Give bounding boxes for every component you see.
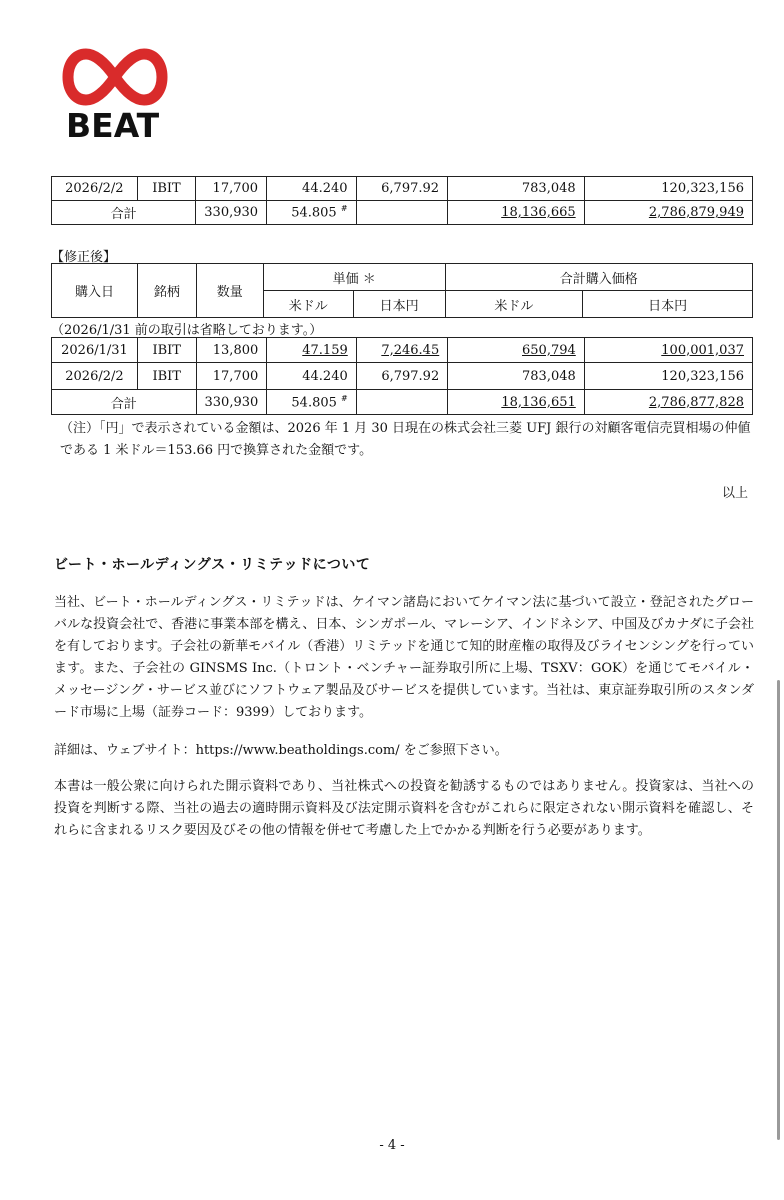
scrollbar[interactable] [777,680,780,1140]
row-total-usd: 650,794 [522,342,576,358]
header-ticker: 銘柄 [137,264,196,318]
cell-total-usd [448,201,585,225]
section-label: 【修正後】 [51,250,117,265]
sum-jpy: 2,786,879,949 [648,205,744,220]
cell-total-jpy: 120,323,156 [584,177,752,201]
omitted-note: （2026/1/31 前の取引は省略しております。） [51,323,323,338]
table-total-row [52,201,753,225]
header-unit-price: 単価 ＊ [263,264,445,291]
cell-jpy: 6,797.92 [356,177,447,201]
beat-logo [62,46,172,144]
infinity-logo-icon [62,46,168,108]
sum-usd: 18,136,665 [501,205,576,220]
header-total-price: 合計購入価格 [445,264,752,291]
cell-total-jpy [584,390,752,415]
cell-empty [356,201,447,225]
table-header-row [52,264,753,291]
avg-usd: 54.805 [291,205,337,221]
purchase-table-before [51,176,753,225]
cell-total-jpy: 120,323,156 [584,363,752,390]
row-total-jpy: 100,001,037 [661,342,744,358]
purchase-table-after-header [51,263,753,318]
cell-total-jpy [584,338,752,363]
cell-jpy: 6,797.92 [356,363,447,390]
cell-qty: 330,930 [196,201,267,225]
cell-ticker: IBIT [137,177,196,201]
cell-total-usd [448,390,585,415]
about-heading: ビート・ホールディングス・リミテッドについて [54,557,371,573]
cell-empty [356,390,447,415]
unit-jpy: 7,246.45 [381,342,440,358]
table-row [52,363,753,390]
header-qty: 数量 [196,264,263,318]
cell-qty: 330,930 [196,390,267,415]
purchase-table-after [51,337,753,415]
table-row [52,338,753,363]
header-total-usd: 米ドル [445,291,583,318]
cell-date: 2026/2/2 [52,363,138,390]
cell-usd: 44.240 [267,363,356,390]
cell-qty: 17,700 [196,363,267,390]
table-total-row [52,390,753,415]
cell-total-usd: 783,048 [448,363,585,390]
logo-text: BEAT [66,106,160,145]
disclaimer-paragraph: 本書は一般公衆に向けられた開示資料であり、当社株式への投資を勧誘するものではありません。投資家は、当社への投資を判断する際、当社の過去の適時開示資料及び法定開示資料を含むがこれらに限定されない開示資料を確認し、それらに含まれるリスク要因及びその他の情報を併せて考慮した上でかかる判断を行う必要があります。 [54,779,754,838]
cell-ticker: IBIT [137,338,196,363]
cell-date: 2026/1/31 [52,338,138,363]
cell-total-usd: 783,048 [448,177,585,201]
footnote-mark: # [341,393,348,403]
cell-date: 2026/2/2 [52,177,138,201]
footnote-mark: # [340,204,348,214]
sum-jpy: 2,786,877,828 [648,394,744,410]
header-date: 購入日 [52,264,138,318]
about-paragraph-2: 詳細は、ウェブサイト：https://www.beatholdings.com/ をご参照下さい。 [54,743,508,758]
exchange-rate-note: （注）「円」で表示されている金額は、2026 年 1 月 30 日現在の株式会社三菱 UFJ 銀行の対顧客電信売買相場の仲値である 1 米ドル＝153.66 円で換算された金額です。 [60,421,751,458]
cell-total-usd [448,338,585,363]
unit-usd: 47.159 [302,342,348,358]
header-usd: 米ドル [263,291,353,318]
avg-usd: 54.805 [291,395,337,411]
cell-total-label: 合計 [52,390,197,415]
cell-qty: 17,700 [196,177,267,201]
table-row [52,177,753,201]
cell-usd [267,201,357,225]
cell-total-jpy [584,201,752,225]
page-number: - 4 - [379,1138,405,1153]
cell-ticker: IBIT [137,363,196,390]
header-jpy: 日本円 [353,291,445,318]
about-paragraph-1: 当社、ビート・ホールディングス・リミテッドは、ケイマン諸島においてケイマン法に基づいて設立・登記されたグローバルな投資会社で、香港に事業本部を構え、日本、シンガポール、マレーシア、インドネシア、中国及びカナダに子会社を有しております。子会社の新華モバイル（香港）リミテッドを通じて知的財産権の取得及びライセンシングを行っています。また、子会社の GINSMS Inc.（トロント・ベンチャー証券取引所に上場、TSXV：GOK）を通じてモバイル・メッセージング・サービス並びにソフトウェア製品及びサービスを提供しています。当社は、東京証券取引所のスタンダード市場に上場（証券コード：9399）しております。 [54,595,754,720]
cell-qty: 13,800 [196,338,267,363]
sum-usd: 18,136,651 [501,394,576,410]
closing-mark: 以上 [722,486,749,501]
cell-usd: 44.240 [267,177,357,201]
header-total-jpy: 日本円 [583,291,753,318]
cell-usd [267,390,356,415]
cell-total-label: 合計 [52,201,196,225]
cell-usd [267,338,356,363]
cell-jpy [356,338,447,363]
